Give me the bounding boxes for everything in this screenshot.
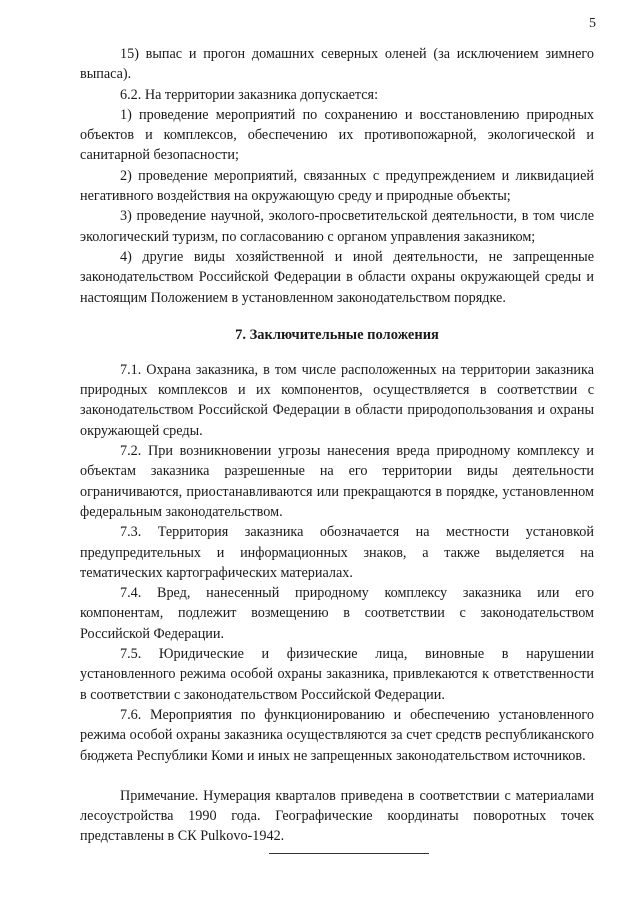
clause-6-2-item-1: 1) проведение мероприятий по сохранению и восстановлению природных объектов и комплексов, обеспечению их противопожарной, экологической и санитарной безопасности;	[80, 106, 594, 164]
clause-7-4: 7.4. Вред, нанесенный природному комплексу заказника или его компонентам, подлежит возмещению в соответствии с законодательством Российской Федерации.	[80, 585, 594, 642]
closing-rule	[269, 853, 429, 854]
clause-7-2: 7.2. При возникновении угрозы нанесения вреда природному комплексу и объектам заказника разрешенные на его территории виды деятельности ограничиваются, приостанавливаются или прекращаются в порядке, установленном федеральным законодательством.	[80, 443, 594, 520]
clause-6-2-item-2: 2) проведение мероприятий, связанных с предупреждением и ликвидацией негативного воздействия на окружающую среду и природные объекты;	[80, 167, 594, 205]
page-number: 5	[589, 16, 596, 31]
clause-6-2-item-3: 3) проведение научной, эколого-просветительской деятельности, в том числе экологический туризм, по согласованию с органом управления заказником;	[80, 208, 594, 245]
clause-7-6: 7.6. Мероприятия по функционированию и обеспечению установленного режима особой охраны заказника осуществляются за счет средств республиканского бюджета Республики Коми и иных не запрещенных законодательством источников.	[80, 706, 594, 764]
page-content	[80, 44, 594, 854]
clause-6-2-item-4: 4) другие виды хозяйственной и иной деятельности, не запрещенные законодательством Российской Федерации в области охраны окружающей среды и настоящим Положением в установленном законодательством порядке.	[80, 248, 594, 306]
clause-7-1: 7.1. Охрана заказника, в том числе расположенных на территории заказника природных комплексов и их компонентов, осуществляется в соответствии с законодательством Российской Федерации в области природопользования и охраны окружающей среды.	[80, 361, 594, 439]
section-heading: 7. Заключительные положения	[235, 326, 439, 343]
clause-7-5: 7.5. Юридические и физические лица, виновные в нарушении установленного режима особой охраны заказника, привлекаются к ответственности в соответствии с законодательством Российской Федерации.	[80, 646, 594, 703]
list-item-15: 15) выпас и прогон домашних северных оленей (за исключением зимнего выпаса).	[80, 46, 594, 83]
clause-7-3: 7.3. Территория заказника обозначается на местности установкой предупредительных и информационных знаков, а также выделяется на тематических картографических материалах.	[80, 524, 594, 581]
clause-6-2: 6.2. На территории заказника допускается:	[120, 86, 379, 103]
note-paragraph: Примечание. Нумерация кварталов приведена в соответствии с материалами лесоустройства 1990 года. Географические координаты поворотных точек представлены в СК Pulkovo-1942.	[80, 787, 594, 845]
